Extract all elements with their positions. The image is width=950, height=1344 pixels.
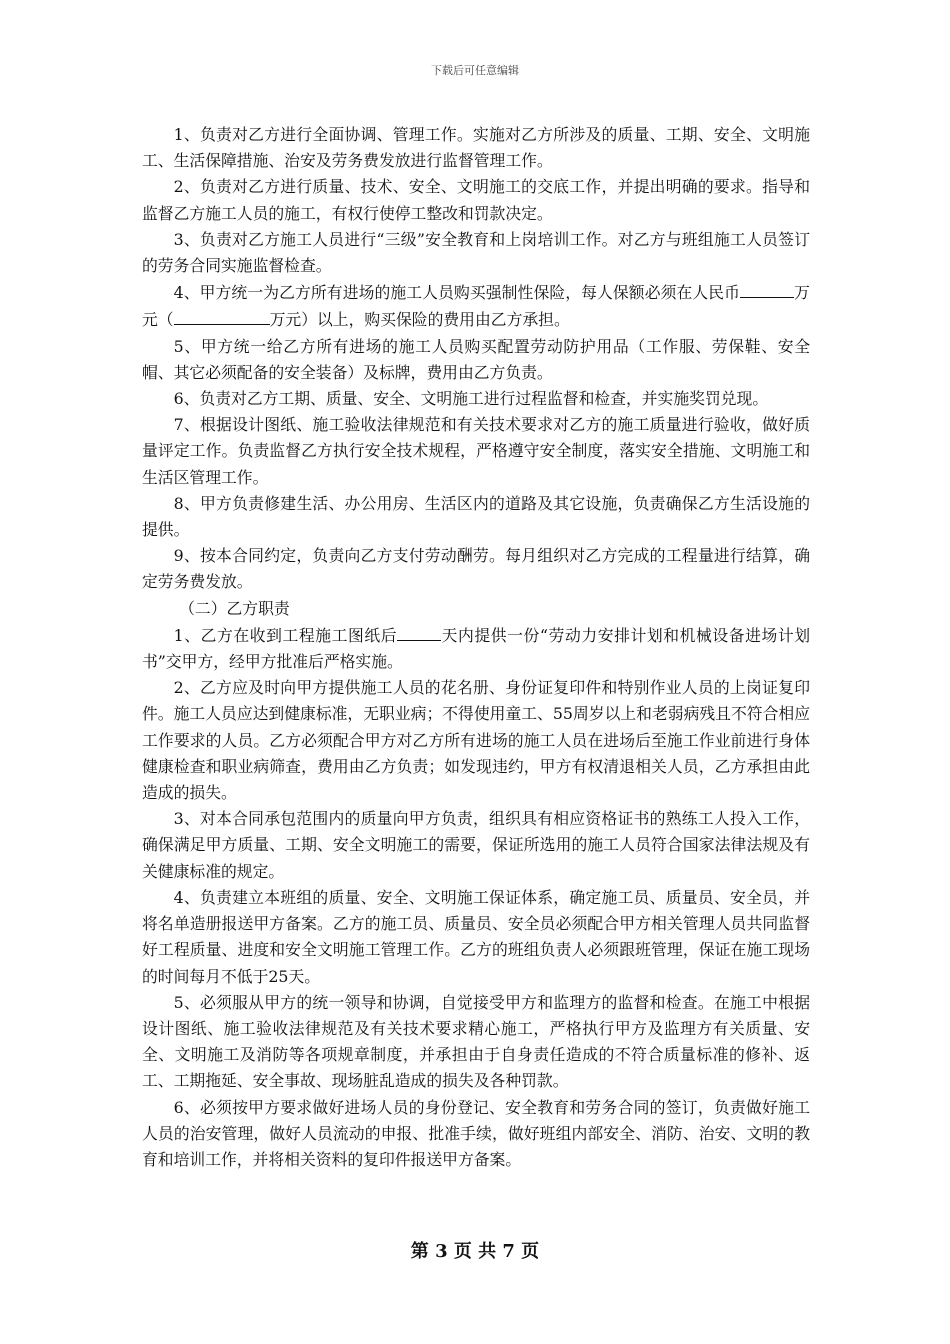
section-heading-party-b: （二）乙方职责 (179, 598, 290, 618)
clause-b6: 6、必须按甲方要求做好进场人员的身份登记、安全教育和劳务合同的签订，负责做好施工人员的治安管理，做好人员流动的申报、批准手续，做好班组内部安全、消防、治安、文明的教育和培训工作，并将相关资料的复印件报送甲方备案。 (142, 1097, 810, 1169)
clause-b1: 1、乙方在收到工程施工图纸后 天内提供一份“劳动力安排计划和机械设备进场计划书”交甲方，经甲方批准后严格实施。 (142, 622, 810, 675)
clause-a7: 7、根据设计图纸、施工验收法律规范和有关技术要求对乙方的施工质量进行验收，做好质量评定工作。负责监督乙方执行安全技术规程，严格遵守安全制度，落实安全措施、文明施工和生活区管理工作。 (142, 415, 810, 487)
clause-b4: 4、负责建立本班组的质量、安全、文明施工保证体系，确定施工员、质量员、安全员，并将名单造册报送甲方备案。乙方的施工员、质量员、安全员必须配合甲方相关管理人员共同监督好工程质量、进度和安全文明施工管理工作。乙方的班组负责人必须跟班管理，保证在施工现场的时间每月不低于25天。 (142, 887, 810, 986)
page-number: 第 3 页 共 7 页 (410, 1241, 540, 1262)
clause-b2: 2、乙方应及时向甲方提供施工人员的花名册、身份证复印件和特别作业人员的上岗证复印件。施工人员应达到健康标准，无职业病；不得使用童工、55周岁以上和老弱病残且不符合相应工作要求的人员。乙方必须配合甲方对乙方所有进场的施工人员在进场后至施工作业前进行身体健康检查和职业病筛查，费用由乙方负责；如发现违约，甲方有权清退相关人员，乙方承担由此造成的损失。 (142, 678, 810, 803)
clause-a8: 8、甲方负责修建生活、办公用房、生活区内的道路及其它设施，负责确保乙方生活设施的提供。 (142, 493, 810, 540)
blank-days (397, 622, 441, 641)
clause-a3: 3、负责对乙方施工人员进行“三级”安全教育和上岗培训工作。对乙方与班组施工人员签订的劳务合同实施监督检查。 (142, 229, 810, 276)
clause-b3: 3、对本合同承包范围内的质量向甲方负责，组织具有相应资格证书的熟练工人投入工作，确保满足甲方质量、工期、安全文明施工的需要，保证所选用的施工人员符合国家法律法规及有关健康标准的规定。 (142, 809, 810, 881)
page-header: 下载后可任意编辑 (431, 64, 519, 77)
blank-amount-2 (174, 306, 270, 325)
clause-a9: 9、按本合同约定，负责向乙方支付劳动酬劳。每月组织对乙方完成的工程量进行结算，确定劳务费发放。 (142, 546, 810, 592)
clause-a4: 4、甲方统一为乙方所有进场的施工人员购买强制性保险，每人保额必须在人民币 万元（ 万元）以上，购买保险的费用由乙方承担。 (142, 279, 810, 333)
clause-a5: 5、甲方统一给乙方所有进场的施工人员购买配置劳动防护用品（工作服、劳保鞋、安全帽、其它必须配备的安全装备）及标牌，费用由乙方负责。 (142, 336, 810, 382)
clause-b5: 5、必须服从甲方的统一领导和协调，自觉接受甲方和监理方的监督和检查。在施工中根据设计图纸、施工验收法律规范及有关技术要求精心施工，严格执行甲方及监理方有关质量、安全、文明施工及消防等各项规章制度，并承担由于自身责任造成的不符合质量标准的修补、返工、工期拖延、安全事故、现场脏乱造成的损失及各种罚款。 (142, 992, 810, 1091)
clause-a6: 6、负责对乙方工期、质量、安全、文明施工进行过程监督和检查，并实施奖罚兑现。 (173, 389, 769, 409)
document-body (142, 122, 810, 1173)
clause-a2: 2、负责对乙方进行质量、技术、安全、文明施工的交底工作，并提出明确的要求。指导和监督乙方施工人员的施工，有权行使停工整改和罚款决定。 (142, 177, 810, 223)
clause-a1: 1、负责对乙方进行全面协调、管理工作。实施对乙方所涉及的质量、工期、安全、文明施工、生活保障措施、治安及劳务费发放进行监督管理工作。 (142, 125, 810, 171)
blank-amount-1 (740, 279, 794, 298)
